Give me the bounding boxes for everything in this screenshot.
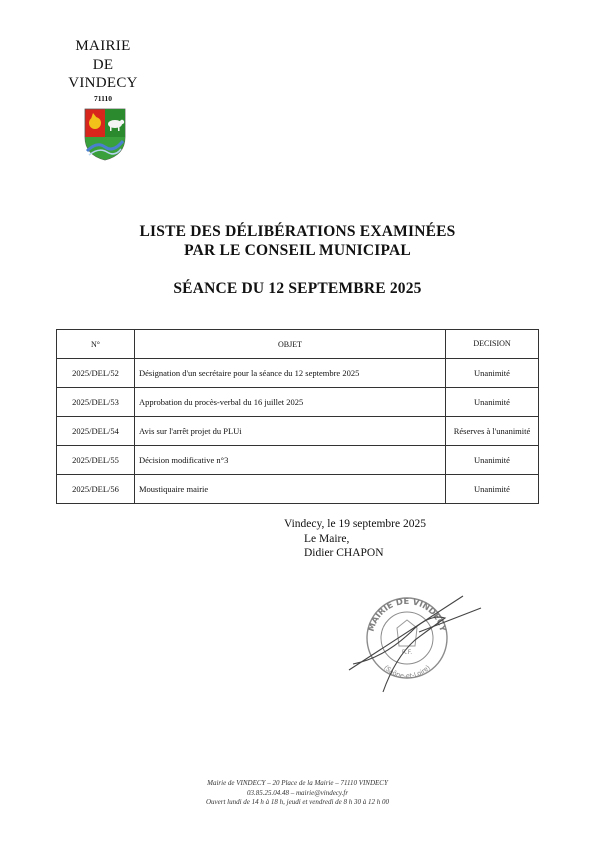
stamp-department: (Saône-et-Loire)	[382, 663, 432, 681]
row-decision: Unanimité	[446, 388, 539, 417]
footer-address: Mairie de VINDECY – 20 Place de la Mairie – 71110 VINDECY	[207, 779, 388, 787]
row-number: 2025/DEL/53	[57, 388, 135, 417]
row-decision: Unanimité	[446, 446, 539, 475]
table-row	[57, 388, 539, 417]
header-decision: DECISION	[446, 330, 539, 359]
deliberations-table	[56, 329, 539, 504]
mairie-line-3: VINDECY	[68, 75, 138, 91]
table-row	[57, 417, 539, 446]
row-object: Désignation d'un secrétaire pour la séance du 12 septembre 2025	[135, 359, 446, 388]
doc-title-line-2: PAR LE CONSEIL MUNICIPAL	[184, 242, 411, 259]
mairie-line-2: DE	[92, 56, 114, 73]
table-header-row	[57, 330, 539, 359]
row-object: Décision modificative n°3	[135, 446, 446, 475]
footer-contact: 03.85.25.04.48 – mairie@vindecy.fr	[246, 788, 349, 797]
postal-code: 71110	[94, 93, 112, 103]
mairie-header	[55, 37, 151, 105]
stamp-rf: R.F.	[401, 649, 413, 656]
table-row	[57, 475, 539, 504]
mairie-line-1: MAIRIE	[75, 38, 131, 54]
svg-text:MAIRIE DE VINDECY	[367, 597, 448, 634]
row-number: 2025/DEL/54	[57, 417, 135, 446]
signature-role: Le Maire,	[304, 533, 350, 545]
header-object: OBJET	[135, 330, 446, 359]
stamp-text: MAIRIE DE VINDECY	[366, 596, 448, 633]
footer	[0, 779, 595, 808]
mayor-stamp-signature	[345, 588, 485, 698]
row-number: 2025/DEL/56	[57, 475, 135, 504]
svg-text:(Saône-et-Loire)	[382, 664, 432, 680]
row-decision: Unanimité	[446, 359, 539, 388]
header-number: N°	[57, 330, 135, 359]
row-object: Avis sur l'arrêt projet du PLUi	[135, 417, 446, 446]
table-row	[57, 446, 539, 475]
row-decision: Unanimité	[446, 475, 539, 504]
doc-title-line-1: LISTE DES DÉLIBÉRATIONS EXAMINÉES	[139, 223, 456, 240]
row-number: 2025/DEL/52	[57, 359, 135, 388]
row-object: Approbation du procès-verbal du 16 juillet 2025	[135, 388, 446, 417]
coat-of-arms-icon	[83, 107, 127, 161]
signature-place-date: Vindecy, le 19 septembre 2025	[284, 518, 426, 530]
signature-name: Didier CHAPON	[304, 547, 384, 559]
footer-hours: Ouvert lundi de 14 h à 18 h, jeudi et vendredi de 8 h 30 à 12 h 00	[205, 798, 390, 806]
stamp-seal	[367, 597, 448, 680]
table-row	[57, 359, 539, 388]
row-object: Moustiquaire mairie	[135, 475, 446, 504]
session-title: SÉANCE DU 12 SEPTEMBRE 2025	[173, 280, 422, 297]
row-number: 2025/DEL/55	[57, 446, 135, 475]
row-decision: Réserves à l'unanimité	[446, 417, 539, 446]
